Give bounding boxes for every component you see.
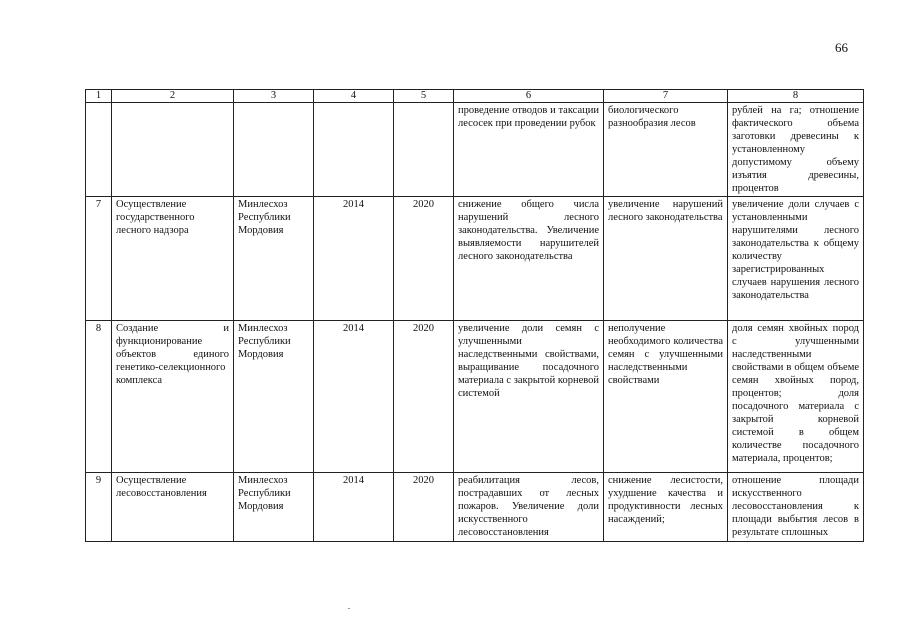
cell-name: Осуществление государственного лесного надзора xyxy=(112,197,234,321)
header-col-2: 2 xyxy=(112,90,234,103)
cell-indicator: отношение площади искусственного лесовосстановления к площади выбытия лесов в результате сплошных xyxy=(728,473,864,542)
cell-start-year: 2014 xyxy=(314,321,394,473)
scan-speck xyxy=(348,608,350,609)
cell-consequence: снижение лесистости, ухудшение качества и продуктивности лесных насаждений; xyxy=(604,473,728,542)
table-row xyxy=(86,103,864,197)
cell-end-year: 2020 xyxy=(394,321,454,473)
cell-result: увеличение доли семян с улучшенными наследственными свойствами, выращивание посадочного материала с закрытой корневой системой xyxy=(454,321,604,473)
cell-indicator: увеличение доли случаев с установленными нарушителями лесного законодательства к общему количеству зарегистрированных случаев нарушения лесного законодательства xyxy=(728,197,864,321)
cell-result: реабилитация лесов, пострадавших от лесных пожаров. Увеличение доли искусственного лесовосстановления xyxy=(454,473,604,542)
table-row xyxy=(86,473,864,542)
cell-num xyxy=(86,103,112,197)
header-col-5: 5 xyxy=(394,90,454,103)
header-col-3: 3 xyxy=(234,90,314,103)
cell-consequence: увеличение нарушений лесного законодательства xyxy=(604,197,728,321)
cell-result: проведение отводов и таксации лесосек при проведении рубок xyxy=(454,103,604,197)
header-col-4: 4 xyxy=(314,90,394,103)
header-col-7: 7 xyxy=(604,90,728,103)
cell-result: снижение общего числа нарушений лесного законодательства. Увеличение выявляемости нарушителей лесного законодательства xyxy=(454,197,604,321)
cell-name: Создание и функционирование объектов единого генетико-селекционного комплекса xyxy=(112,321,234,473)
program-table xyxy=(85,89,864,542)
cell-start-year: 2014 xyxy=(314,473,394,542)
cell-name: Осуществление лесовосстановления xyxy=(112,473,234,542)
cell-end-year: 2020 xyxy=(394,197,454,321)
cell-start-year: 2014 xyxy=(314,197,394,321)
cell-executor xyxy=(234,103,314,197)
cell-end-year: 2020 xyxy=(394,473,454,542)
cell-start-year xyxy=(314,103,394,197)
table-row xyxy=(86,197,864,321)
header-col-8: 8 xyxy=(728,90,864,103)
cell-num: 9 xyxy=(86,473,112,542)
page-number: 66 xyxy=(835,40,848,55)
cell-num: 8 xyxy=(86,321,112,473)
cell-consequence: неполучение необходимого количества семян с улучшенными наследственными свойствами xyxy=(604,321,728,473)
header-row xyxy=(86,90,864,103)
cell-executor: Минлесхоз Республики Мордовия xyxy=(234,321,314,473)
cell-indicator: рублей на га; отношение фактического объема заготовки древесины к установленному допустимому объему изъятия древесины, процентов xyxy=(728,103,864,197)
cell-executor: Минлесхоз Республики Мордовия xyxy=(234,473,314,542)
header-col-1: 1 xyxy=(86,90,112,103)
cell-name xyxy=(112,103,234,197)
cell-consequence: биологического разнообразия лесов xyxy=(604,103,728,197)
cell-indicator: доля семян хвойных пород с улучшенными наследственными свойствами в общем объеме семян хвойных пород, процентов; доля посадочного материала с закрытой корневой системой в общем количестве посадочного материала, процентов; xyxy=(728,321,864,473)
header-col-6: 6 xyxy=(454,90,604,103)
cell-executor: Минлесхоз Республики Мордовия xyxy=(234,197,314,321)
cell-num: 7 xyxy=(86,197,112,321)
table-row xyxy=(86,321,864,473)
cell-end-year xyxy=(394,103,454,197)
